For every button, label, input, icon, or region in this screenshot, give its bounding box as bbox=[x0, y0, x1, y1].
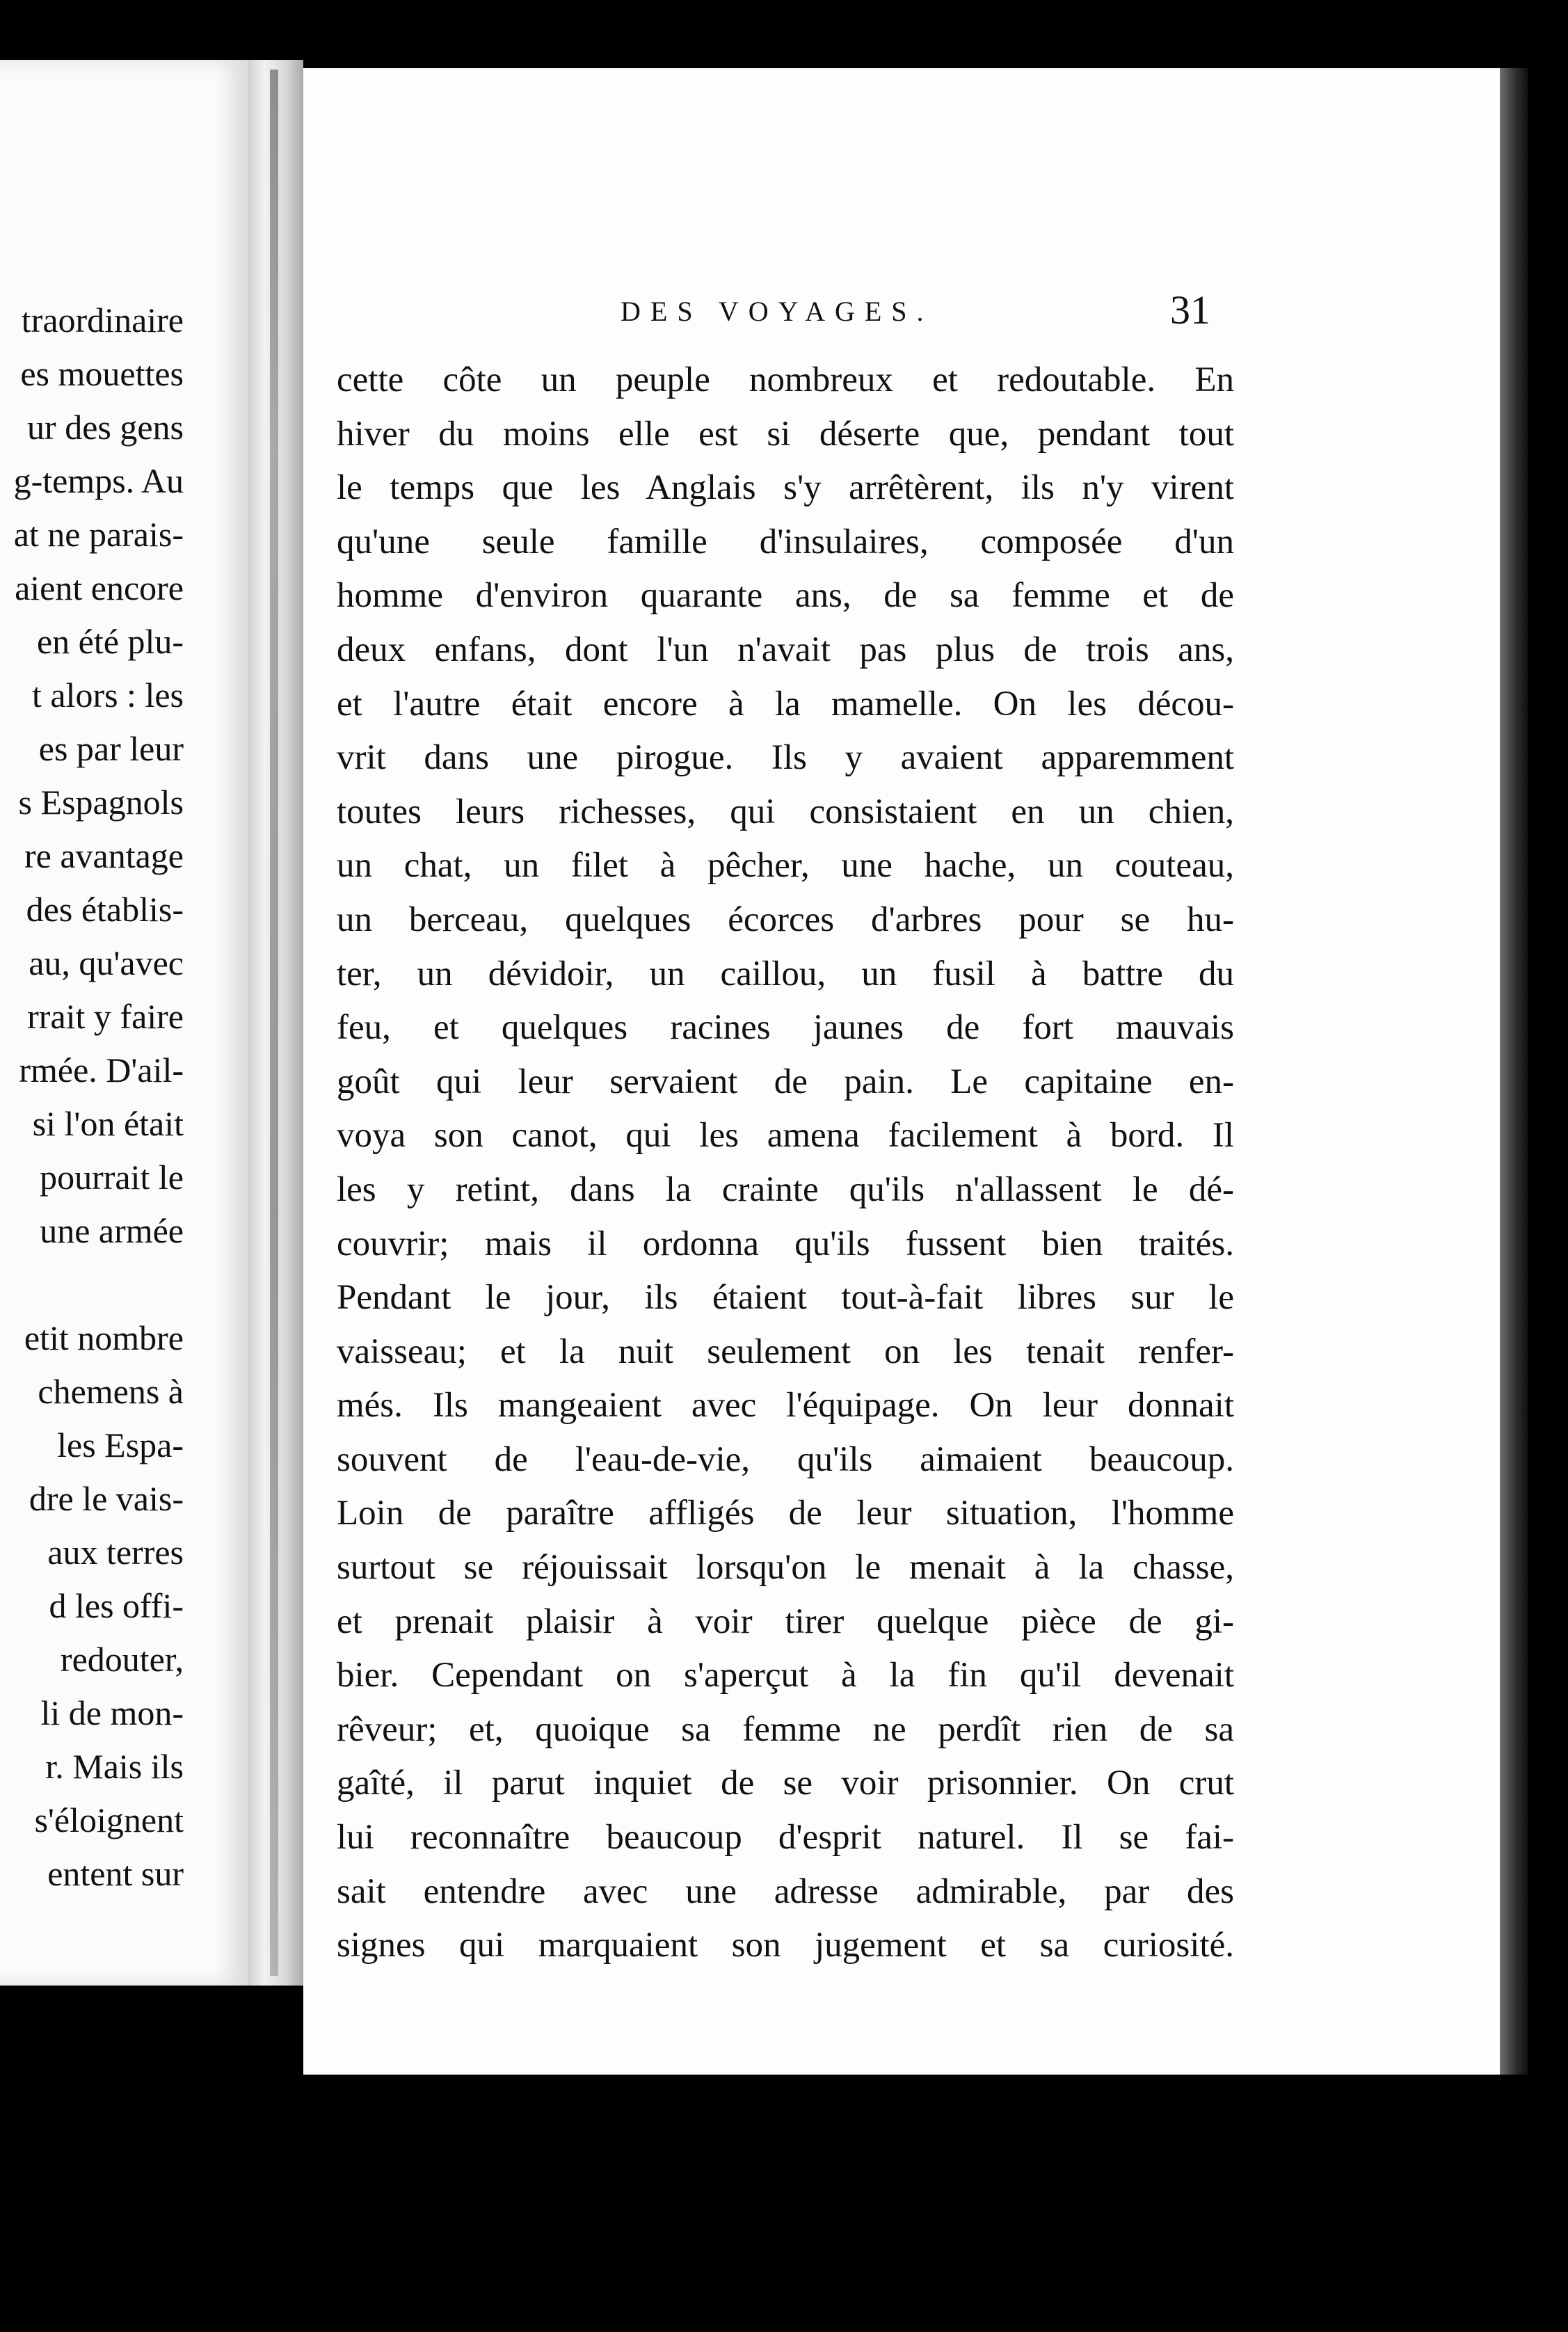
text-line: signes qui marquaient son jugement et sa curiosité. bbox=[337, 1926, 1234, 1965]
text-line: rêveur; et, quoique sa femme ne perdît rien de sa bbox=[337, 1709, 1234, 1749]
left-text-line bbox=[14, 1258, 184, 1311]
text-line: Loin de paraître affligés de leur situation, l'homme bbox=[337, 1494, 1234, 1533]
left-text-line: aux terres bbox=[47, 1533, 184, 1572]
left-text-line: rmée. D'ail- bbox=[19, 1051, 184, 1089]
left-text-line: dre le vais- bbox=[29, 1479, 184, 1518]
left-text-line: chemens à bbox=[38, 1372, 184, 1411]
text-line: deux enfans, dont l'un n'avait pas plus de trois ans, bbox=[337, 630, 1234, 669]
text-line: homme d'environ quarante ans, de sa femme et de bbox=[337, 576, 1234, 616]
text-line: goût qui leur servaient de pain. Le capitaine en- bbox=[337, 1062, 1234, 1101]
text-line: més. Ils mangeaient avec l'équipage. On leur donnait bbox=[337, 1386, 1234, 1425]
left-text-line: etit nombre bbox=[24, 1318, 184, 1357]
text-line: le temps que les Anglais s'y arrêtèrent, ils n'y virent bbox=[337, 468, 1234, 508]
running-head bbox=[303, 287, 1500, 351]
text-line: et l'autre était encore à la mamelle. On les décou- bbox=[337, 684, 1234, 724]
text-line: les y retint, dans la crainte qu'ils n'allassent le dé- bbox=[337, 1169, 1234, 1209]
left-text-line: entent sur bbox=[47, 1854, 184, 1893]
left-text-line: s'éloignent bbox=[34, 1800, 184, 1839]
left-text-line: ur des gens bbox=[27, 408, 184, 447]
text-line: couvrir; mais il ordonna qu'ils fussent bien traités. bbox=[337, 1224, 1234, 1263]
text-line: feu, et quelques racines jaunes de fort mauvais bbox=[337, 1008, 1234, 1048]
text-line: sait entendre avec une adresse admirable, par des bbox=[337, 1871, 1234, 1911]
left-text-line: traordinaire bbox=[21, 301, 184, 340]
page-edge bbox=[1500, 68, 1528, 2075]
running-title: DES VOYAGES. bbox=[621, 296, 934, 327]
text-line: vrit dans une pirogue. Ils y avaient apparemment bbox=[337, 738, 1234, 778]
text-line: qu'une seule famille d'insulaires, composée d'un bbox=[337, 522, 1234, 561]
text-line: hiver du moins elle est si déserte que, pendant tout bbox=[337, 414, 1234, 454]
body-text bbox=[337, 353, 1234, 1973]
left-text-line: en été plu- bbox=[36, 622, 184, 661]
text-line: vaisseau; et la nuit seulement on les tenait renfer- bbox=[337, 1332, 1234, 1371]
left-text-line: es par leur bbox=[38, 729, 184, 768]
left-page-text bbox=[14, 294, 184, 1901]
text-line: toutes leurs richesses, qui consistaient en un chien, bbox=[337, 792, 1234, 831]
left-text-line: les Espa- bbox=[57, 1425, 184, 1464]
text-line: Pendant le jour, ils étaient tout-à-fait libres sur le bbox=[337, 1278, 1234, 1318]
left-text-line: li de mon- bbox=[40, 1693, 184, 1732]
left-text-line: rrait y faire bbox=[27, 997, 184, 1036]
left-text-line: r. Mais ils bbox=[45, 1747, 184, 1786]
text-line: bier. Cependant on s'aperçut à la fin qu'il devenait bbox=[337, 1656, 1234, 1695]
left-text-line: aient encore bbox=[15, 568, 184, 607]
left-page bbox=[0, 60, 248, 1986]
text-line: un berceau, quelques écorces d'arbres pour se hu- bbox=[337, 900, 1234, 939]
left-text-line: d les offi- bbox=[49, 1586, 184, 1625]
page-number: 31 bbox=[1170, 287, 1210, 333]
left-text-line: at ne parais- bbox=[13, 515, 184, 554]
left-text-line: des établis- bbox=[26, 890, 184, 929]
text-line: surtout se réjouissait lorsqu'on le menait à la chasse, bbox=[337, 1548, 1234, 1588]
text-line: et prenait plaisir à voir tirer quelque pièce de gi- bbox=[337, 1602, 1234, 1641]
text-line: voya son canot, qui les amena facilement à bord. Il bbox=[337, 1116, 1234, 1156]
left-text-line: es mouettes bbox=[20, 354, 184, 393]
left-text-line: g-temps. Au bbox=[13, 461, 184, 500]
left-text-line: si l'on était bbox=[32, 1104, 184, 1143]
left-text-line: s Espagnols bbox=[18, 783, 184, 822]
text-line: souvent de l'eau-de-vie, qu'ils aimaient beaucoup. bbox=[337, 1439, 1234, 1479]
text-line: gaîté, il parut inquiet de se voir prisonnier. On crut bbox=[337, 1764, 1234, 1803]
text-line: ter, un dévidoir, un caillou, un fusil à battre du bbox=[337, 954, 1234, 993]
left-text-line: t alors : les bbox=[31, 676, 184, 714]
text-line: un chat, un filet à pêcher, une hache, un couteau, bbox=[337, 846, 1234, 886]
left-text-line: au, qu'avec bbox=[29, 943, 184, 982]
left-text-line: redouter, bbox=[60, 1640, 184, 1679]
left-text-line: une armée bbox=[40, 1211, 184, 1250]
right-page bbox=[303, 68, 1500, 2075]
text-line: cette côte un peuple nombreux et redoutable. En bbox=[337, 360, 1234, 399]
text-line: lui reconnaître beaucoup d'esprit naturel. Il se fai- bbox=[337, 1818, 1234, 1858]
gutter-shadow bbox=[270, 70, 278, 1976]
left-text-line: pourrait le bbox=[40, 1158, 184, 1197]
left-text-line: re avantage bbox=[24, 836, 184, 875]
